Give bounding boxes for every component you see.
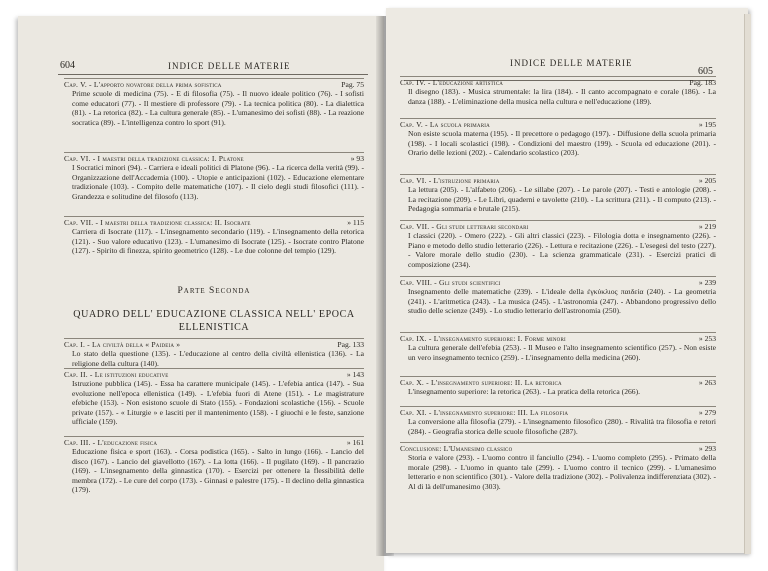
chapter-contents: Il disegno (183). - Musica strumentale: la lira (184). - Il canto accompagnato e corale (186). - La danza (188). - L'eliminazione della musica nella cultura e nell'educazione (189). [408, 87, 716, 106]
toc-entry [400, 376, 716, 397]
chapter-page: » 205 [698, 176, 716, 185]
chapter-title: Cap. V. - L'apporto novatore della prima sofistica [64, 80, 222, 89]
chapter-title: Cap. VII. - Gli studi letterari secondari [400, 222, 529, 231]
chapter-contents: La lettura (205). - L'alfabeto (206). - Le sillabe (207). - Le parole (207). - Testi e antologie (208). - La recitazione (209). - Le Libri, quaderni e tavolette (210). - La scrittura (211). - Il computo (213). - Pedagogia sommaria e brutale (215). [408, 185, 716, 214]
page-number: 605 [698, 66, 713, 77]
toc-entry [64, 436, 364, 494]
chapter-title: Conclusione: L'Umanesimo classico [400, 444, 513, 453]
chapter-title: Cap. V. - La scuola primaria [400, 120, 490, 129]
chapter-page: » 161 [346, 438, 364, 447]
toc-entry [64, 338, 364, 368]
right-page [386, 8, 748, 553]
chapter-title: Cap. XI. - L'insegnamento superiore: III. La filosofia [400, 408, 569, 417]
chapter-contents: Carriera di Isocrate (117). - L'insegnamento secondario (119). - L'insegnamento della retorica (121). - Suo valore educativo (123). - L'umanesimo di Isocrate (125). - Isocrate contro Platone (127). - Spirito di finezza, spirito geometrico (128). - Le due colonne del tempio (129). [72, 227, 364, 256]
toc-entry [64, 152, 364, 201]
chapter-page: » 239 [698, 278, 716, 287]
chapter-title: Cap. VI. - L'istruzione primaria [400, 176, 500, 185]
chapter-page: Pag. 75 [341, 80, 364, 89]
chapter-title: Cap. VII. - I maestri della tradizione classica: II. Isocrate [64, 218, 251, 227]
chapter-title: Cap. IX. - L'insegnamento superiore: I. Forme minori [400, 334, 566, 343]
chapter-page: » 293 [698, 444, 716, 453]
chapter-page: » 143 [346, 370, 364, 379]
chapter-title: Cap. VIII. - Gli studi scientifici [400, 278, 501, 287]
chapter-page: » 263 [698, 378, 716, 387]
toc-entry [400, 406, 716, 436]
toc-entry [64, 368, 364, 426]
chapter-title: Cap. II. - Le istituzioni educative [64, 370, 169, 379]
chapter-page: » 253 [698, 334, 716, 343]
toc-entry [64, 216, 364, 256]
page-number: 604 [60, 60, 75, 71]
page-edges [744, 14, 751, 554]
toc-entry [64, 78, 364, 127]
chapter-page: » 93 [350, 154, 364, 163]
toc-entry [400, 220, 716, 269]
chapter-page: Pag. 183 [689, 78, 716, 87]
toc-entry [400, 76, 716, 106]
chapter-page: » 219 [698, 222, 716, 231]
part-label: Parte Seconda [177, 286, 251, 296]
chapter-contents: Lo stato della questione (135). - L'educazione al centro della civiltà ellenistica (136). - La religione della cultura (140). [72, 349, 364, 368]
chapter-contents: Istruzione pubblica (145). - Essa ha carattere municipale (145). - L'efebia antica (147). - Sua evoluzione nell'epoca ellenistica (149). - L'efebia fuori di Atene (151). - Le magistrature efebiche (153). - Non esistono scuole di Stato (155). - Fondazioni scolastiche (156). - Scuole private (157). - « Liturgie » e lasciti per il mantenimento (158). - I giuochi e le feste, sanzione ufficiale (159). [72, 379, 364, 427]
chapter-contents: Non esiste scuola materna (195). - Il precettore o pedagogo (197). - Diffusione della scuola primaria (198). - I locali scolastici (198). - Condizioni del maestro (199). - Scuola ed educazione (201). - Orario delle lezioni (202). - Calendario scolastico (203). [408, 129, 716, 158]
chapter-title: Cap. X. - L'insegnamento superiore: II. La retorica [400, 378, 562, 387]
chapter-title: Cap. IV. - L'educazione artistica [400, 78, 504, 87]
toc-entry [400, 174, 716, 214]
chapter-contents: Storia e valore (293). - L'uomo contro il fanciullo (294). - L'uomo completo (295). - Primato della morale (298). - L'uomo in quanto tale (299). - L'uomo contro il tecnico (299). - L'umanesimo letterario e non scientifico (301). - Valore della tradizione (302). - Polivalenza indifferenziata (302). - Al di là dell'umanesimo (303). [408, 453, 716, 491]
chapter-contents: I classici (220). - Omero (222). - Gli altri classici (223). - Filologia dotta e insegnamento (226). - Piano e metodo dello studio letterario (226). - Lettura e recitazione (226). - L'esegesi del testo (227). - Valore morale dello studio (230). - La scienza grammaticale (231). - Esercizi pratici di composizione (234). [408, 231, 716, 269]
book-spread [4, 2, 764, 564]
chapter-contents: L'insegnamento superiore: la retorica (263). - La pratica della retorica (266). [408, 387, 641, 397]
chapter-page: » 279 [698, 408, 716, 417]
running-head: INDICE DELLE MATERIE [510, 58, 633, 68]
chapter-contents: Educazione fisica e sport (163). - Corsa podistica (165). - Salto in lungo (166). - Lancio del disco (167). - Lancio del giavellotto (167). - La lotta (166). - Il pugilato (169). - Il pancrazio (169). - L'insegnamento della ginnastica (170). - Esercizi per ottenere la flessibilità delle membra (172). - Le cure del corpo (173). - Ginnasi e palestre (175). - Il declino della ginnastica (179). [72, 447, 364, 495]
toc-entry [400, 118, 716, 158]
chapter-page: » 115 [347, 218, 364, 227]
chapter-title: Cap. III. - L'educazione fisica [64, 438, 158, 447]
toc-entry [400, 276, 716, 316]
part-heading [64, 286, 364, 334]
toc-entry [400, 442, 716, 491]
part-subtitle: QUADRO DELL' EDUCAZIONE CLASSICA NELL' EPOCA ELLENISTICA [73, 309, 355, 333]
chapter-title: Cap. I. - La civiltà della « Paideia » [64, 340, 181, 349]
running-head: INDICE DELLE MATERIE [168, 61, 291, 71]
toc-entry [400, 332, 716, 362]
chapter-contents: Insegnamento delle matematiche (239). - L'ideale della ἐγκύκλιος παιδεία (240). - La geometria (241). - L'aritmetica (243). - La musica (245). - L'astronomia (247). - Abbandono progressivo dello studio delle scienze (249). - Lo studio letterario dell'astronomia (250). [408, 287, 716, 316]
left-page [18, 16, 384, 571]
chapter-contents: La cultura generale dell'efebia (253). - Il Museo e l'alto insegnamento scientifico (257). - Non esiste un vero insegnamento tecnico (259). - L'insegnamento della medicina (260). [408, 343, 716, 362]
chapter-contents: La conversione alla filosofia (279). - L'insegnamento filosofico (280). - Rivalità tra filosofia e retori (284). - Geografia storica delle scuole filosofiche (287). [408, 417, 716, 436]
chapter-page: Pag. 133 [337, 340, 364, 349]
header-rule [58, 74, 368, 75]
chapter-contents: Prime scuole di medicina (75). - E di filosofia (75). - Il nuovo ideale politico (76). - I sofisti come educatori (77). - Il mestiere di professore (79). - La tecnica politica (80). - La dialettica (81). - La retorica (82). - La cultura generale (85). - L'umanesimo dei sofisti (88). - La reazione socratica (89). - L'intelligenza contro lo sport (91). [72, 89, 364, 127]
chapter-contents: I Socratici minori (94). - Carriera e ideali politici di Platone (96). - La ricerca della verità (99). - Organizzazione dell'Accademia (100). - Utopie e anticipazioni (102). - Educazione elementare tradizionale (103). - Compito delle matematiche (107). - Il cielo degli studi filosofici (111). - Grandezza e solitudine del filosofo (113). [72, 163, 364, 201]
chapter-page: » 195 [698, 120, 716, 129]
chapter-title: Cap. VI. - I maestri della tradizione classica: I. Platone [64, 154, 244, 163]
